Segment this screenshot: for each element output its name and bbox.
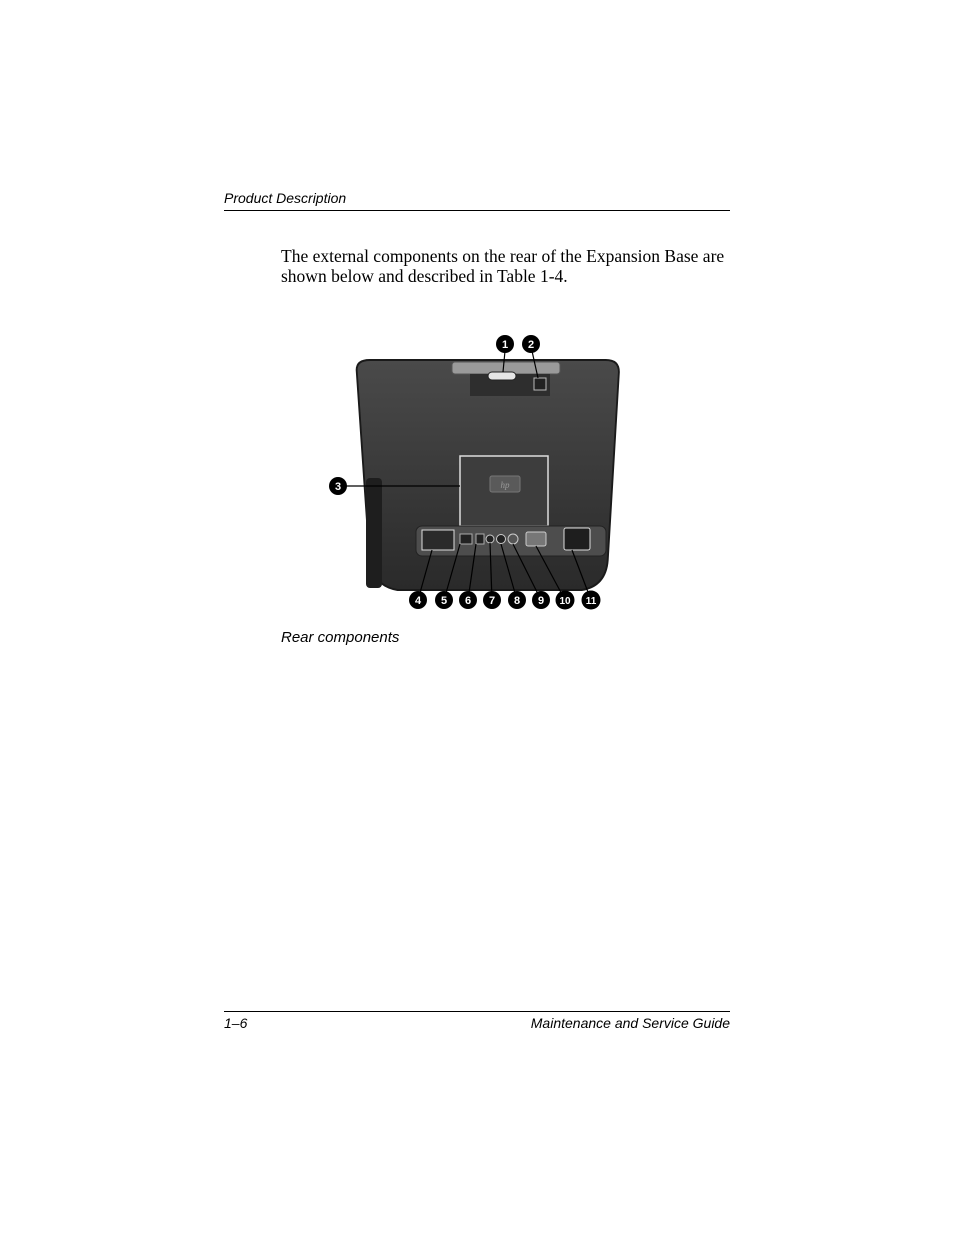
callout-2: 2	[527, 339, 535, 351]
page-number: 1–6	[224, 1015, 248, 1031]
running-footer	[224, 1011, 730, 1031]
callout-10: 10	[559, 596, 571, 607]
section-title: Product Description	[224, 190, 347, 206]
expansion-base-illustration	[320, 328, 620, 618]
callout-8: 8	[513, 595, 521, 607]
callout-5: 5	[440, 595, 448, 607]
callout-1: 1	[501, 339, 509, 351]
running-header	[224, 190, 730, 211]
callout-3: 3	[334, 481, 342, 493]
rear-components-figure	[320, 328, 620, 618]
callout-7: 7	[488, 595, 496, 607]
callout-4: 4	[414, 595, 422, 607]
guide-title: Maintenance and Service Guide	[530, 1015, 730, 1031]
callout-6: 6	[464, 595, 472, 607]
svg-text:hp: hp	[500, 480, 510, 490]
figure-caption: Rear components	[281, 629, 400, 646]
callout-9: 9	[537, 595, 545, 607]
intro-paragraph: The external components on the rear of the Expansion Base are shown below and described in Table 1-4.	[281, 246, 725, 286]
callout-11: 11	[585, 596, 597, 607]
